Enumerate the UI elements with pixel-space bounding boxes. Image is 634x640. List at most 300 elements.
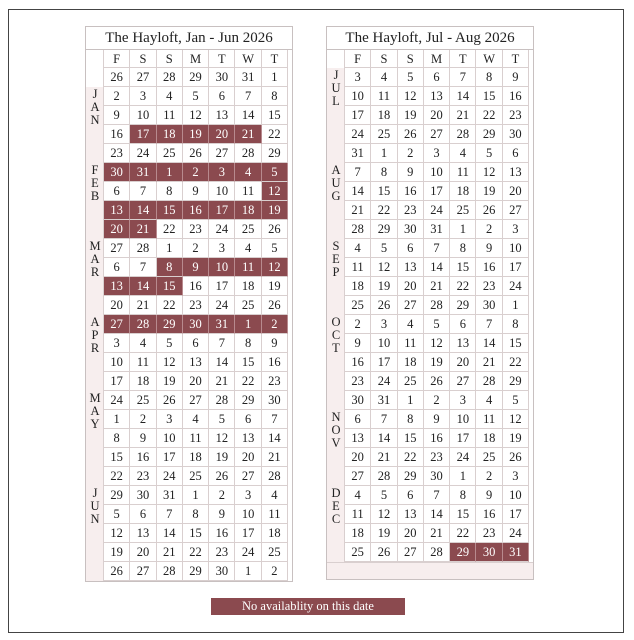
day-cell: 3 [450, 391, 476, 410]
week-row [327, 315, 533, 334]
legend-no-availability: No availablity on this date [211, 598, 405, 615]
day-cell-unavailable: 2 [183, 163, 209, 182]
week-row [86, 106, 292, 125]
day-cell: 20 [450, 353, 476, 372]
day-cell: 11 [345, 505, 371, 524]
day-cell: 18 [345, 277, 371, 296]
week-row [327, 163, 533, 182]
day-cell: 28 [130, 239, 156, 258]
day-cell: 10 [424, 163, 450, 182]
day-cell: 17 [503, 505, 529, 524]
day-cell: 28 [345, 220, 371, 239]
day-cell-unavailable: 14 [130, 277, 156, 296]
month-label-jul: J U L [331, 68, 341, 108]
day-cell-unavailable: 29 [157, 315, 183, 334]
day-cell: 18 [371, 106, 397, 125]
week-row [327, 125, 533, 144]
day-cell: 19 [398, 106, 424, 125]
day-cell: 7 [209, 334, 235, 353]
day-cell: 15 [183, 524, 209, 543]
day-cell-unavailable: 14 [130, 201, 156, 220]
month-column-cell [327, 296, 345, 315]
day-cell: 5 [503, 391, 529, 410]
day-cell: 3 [503, 467, 529, 486]
day-cell: 11 [476, 410, 502, 429]
week-row [327, 68, 533, 87]
day-cell: 12 [476, 163, 502, 182]
day-cell: 8 [157, 182, 183, 201]
day-cell: 22 [235, 372, 261, 391]
day-cell: 25 [371, 125, 397, 144]
day-cell: 6 [450, 315, 476, 334]
day-cell: 27 [450, 372, 476, 391]
day-cell: 23 [503, 106, 529, 125]
day-cell: 4 [345, 486, 371, 505]
week-row [86, 562, 292, 581]
day-cell: 7 [345, 163, 371, 182]
calendar-jul-aug [326, 26, 534, 580]
day-cell: 19 [157, 372, 183, 391]
day-cell: 2 [183, 239, 209, 258]
day-cell: 27 [104, 239, 130, 258]
day-cell: 1 [104, 410, 130, 429]
day-cell: 22 [183, 543, 209, 562]
month-column-cell [86, 448, 104, 467]
day-cell: 24 [503, 277, 529, 296]
day-cell: 1 [398, 391, 424, 410]
day-cell: 2 [345, 315, 371, 334]
month-column-cell [86, 144, 104, 163]
day-cell-unavailable: 17 [209, 201, 235, 220]
month-column-cell [86, 125, 104, 144]
day-cell: 1 [371, 144, 397, 163]
week-row [327, 372, 533, 391]
day-cell: 16 [476, 505, 502, 524]
day-cell-unavailable: 1 [235, 315, 261, 334]
day-cell: 3 [235, 486, 261, 505]
day-cell: 8 [450, 239, 476, 258]
day-cell: 30 [262, 391, 288, 410]
day-cell: 14 [209, 353, 235, 372]
month-label-nov: N O V [331, 410, 341, 450]
day-cell: 30 [345, 391, 371, 410]
day-cell: 21 [450, 106, 476, 125]
day-cell-unavailable: 13 [104, 277, 130, 296]
day-cell: 26 [503, 448, 529, 467]
week-row [327, 467, 533, 486]
week-row [86, 239, 292, 258]
day-cell: 29 [503, 372, 529, 391]
day-cell: 26 [157, 391, 183, 410]
day-cell: 5 [157, 334, 183, 353]
week-row [327, 543, 533, 562]
day-cell: 18 [345, 524, 371, 543]
header-corner [86, 50, 104, 68]
day-cell: 19 [371, 524, 397, 543]
month-column-cell [86, 429, 104, 448]
week-row [327, 353, 533, 372]
day-cell: 7 [450, 68, 476, 87]
week-row [86, 486, 292, 505]
day-cell: 29 [183, 68, 209, 87]
day-cell: 22 [476, 106, 502, 125]
day-cell: 13 [183, 353, 209, 372]
day-cell: 27 [235, 467, 261, 486]
day-cell: 30 [209, 562, 235, 581]
day-cell: 29 [476, 125, 502, 144]
day-cell: 25 [130, 391, 156, 410]
week-row [86, 429, 292, 448]
day-cell: 2 [476, 220, 502, 239]
day-cell: 28 [157, 68, 183, 87]
week-row [327, 524, 533, 543]
day-cell: 22 [104, 467, 130, 486]
day-cell: 14 [345, 182, 371, 201]
week-row [327, 87, 533, 106]
day-cell-unavailable: 4 [235, 163, 261, 182]
day-cell: 3 [503, 220, 529, 239]
day-cell: 23 [476, 524, 502, 543]
day-cell: 20 [398, 277, 424, 296]
day-cell: 7 [130, 182, 156, 201]
week-row [86, 505, 292, 524]
month-column-cell [86, 543, 104, 562]
day-cell: 31 [371, 391, 397, 410]
day-cell: 18 [398, 353, 424, 372]
day-cell: 13 [209, 106, 235, 125]
day-cell-unavailable: 28 [130, 315, 156, 334]
day-cell: 5 [424, 315, 450, 334]
day-cell: 10 [235, 505, 261, 524]
day-cell: 12 [209, 429, 235, 448]
day-cell: 11 [183, 429, 209, 448]
day-cell: 23 [262, 372, 288, 391]
day-cell: 31 [345, 144, 371, 163]
day-cell: 9 [262, 334, 288, 353]
month-label-may: M A Y [89, 391, 101, 431]
day-cell-unavailable: 15 [157, 201, 183, 220]
day-cell: 16 [424, 429, 450, 448]
day-cell: 25 [235, 220, 261, 239]
day-cell: 25 [476, 448, 502, 467]
day-cell: 2 [424, 391, 450, 410]
day-cell: 18 [476, 429, 502, 448]
day-cell: 24 [209, 220, 235, 239]
day-cell: 8 [476, 68, 502, 87]
day-cell: 25 [262, 543, 288, 562]
day-cell: 1 [157, 239, 183, 258]
day-cell-unavailable: 1 [157, 163, 183, 182]
weekday-label: S [157, 50, 183, 68]
calendar-grid [327, 50, 533, 562]
day-cell: 19 [262, 277, 288, 296]
day-cell: 1 [450, 220, 476, 239]
week-row [86, 372, 292, 391]
week-row [86, 182, 292, 201]
weekday-label: T [209, 50, 235, 68]
week-row [86, 448, 292, 467]
weekday-label: W [235, 50, 261, 68]
day-cell-unavailable: 17 [130, 125, 156, 144]
day-cell: 21 [130, 296, 156, 315]
month-column-cell [86, 220, 104, 239]
month-column-cell [86, 201, 104, 220]
day-cell: 10 [345, 87, 371, 106]
day-cell: 26 [183, 144, 209, 163]
day-cell: 14 [424, 505, 450, 524]
day-cell: 15 [503, 334, 529, 353]
day-cell: 23 [183, 220, 209, 239]
day-cell: 1 [262, 68, 288, 87]
week-row [327, 410, 533, 429]
day-cell: 9 [503, 68, 529, 87]
week-row [327, 144, 533, 163]
week-row [327, 239, 533, 258]
week-row [327, 182, 533, 201]
calendar-jan-jun [85, 26, 293, 582]
calendar-title: The Hayloft, Jul - Aug 2026 [327, 27, 533, 50]
day-cell: 22 [450, 524, 476, 543]
month-column-cell [327, 372, 345, 391]
day-cell: 8 [262, 87, 288, 106]
week-row [327, 486, 533, 505]
day-cell: 26 [209, 467, 235, 486]
week-row [327, 220, 533, 239]
day-cell: 27 [398, 543, 424, 562]
day-cell: 19 [104, 543, 130, 562]
month-label-aug: A U G [331, 163, 341, 203]
day-cell: 14 [235, 106, 261, 125]
day-cell: 7 [424, 239, 450, 258]
day-cell: 29 [371, 220, 397, 239]
day-cell: 20 [424, 106, 450, 125]
day-cell-unavailable: 10 [209, 258, 235, 277]
month-column-cell [327, 220, 345, 239]
day-cell: 13 [398, 505, 424, 524]
day-cell: 22 [450, 277, 476, 296]
day-cell: 18 [183, 448, 209, 467]
week-row [86, 220, 292, 239]
day-cell: 30 [503, 125, 529, 144]
week-row [86, 315, 292, 334]
day-cell: 24 [130, 144, 156, 163]
day-cell: 20 [235, 448, 261, 467]
day-cell: 26 [104, 68, 130, 87]
week-row [327, 448, 533, 467]
day-cell-unavailable: 15 [157, 277, 183, 296]
day-cell: 21 [262, 448, 288, 467]
week-row [86, 543, 292, 562]
header-corner [327, 50, 345, 68]
week-row [327, 391, 533, 410]
day-cell: 23 [345, 372, 371, 391]
day-cell: 17 [424, 182, 450, 201]
day-cell: 4 [262, 486, 288, 505]
day-cell-unavailable: 31 [209, 315, 235, 334]
day-cell: 17 [235, 524, 261, 543]
week-row [86, 68, 292, 87]
month-column-cell [86, 372, 104, 391]
day-cell-unavailable: 5 [262, 163, 288, 182]
day-cell: 17 [503, 258, 529, 277]
day-cell: 14 [424, 258, 450, 277]
day-cell: 11 [235, 182, 261, 201]
day-cell: 17 [345, 106, 371, 125]
day-cell: 29 [450, 296, 476, 315]
day-cell-unavailable: 27 [104, 315, 130, 334]
day-cell: 28 [476, 372, 502, 391]
week-row [327, 201, 533, 220]
day-cell: 26 [262, 296, 288, 315]
day-cell: 8 [183, 505, 209, 524]
week-row [327, 296, 533, 315]
day-cell: 5 [476, 144, 502, 163]
day-cell: 9 [104, 106, 130, 125]
day-cell: 19 [371, 277, 397, 296]
day-cell: 25 [345, 543, 371, 562]
month-column-cell [86, 524, 104, 543]
day-cell: 28 [235, 144, 261, 163]
day-cell: 27 [209, 144, 235, 163]
day-cell: 27 [130, 68, 156, 87]
day-cell-unavailable: 8 [157, 258, 183, 277]
day-cell: 4 [235, 239, 261, 258]
day-cell: 2 [130, 410, 156, 429]
day-cell: 10 [209, 182, 235, 201]
month-label-apr: A P R [90, 315, 100, 355]
day-cell: 16 [183, 277, 209, 296]
day-cell: 5 [371, 486, 397, 505]
day-cell: 26 [104, 562, 130, 581]
week-row [86, 201, 292, 220]
day-cell: 3 [371, 315, 397, 334]
day-cell: 13 [450, 334, 476, 353]
day-cell: 29 [104, 486, 130, 505]
day-cell: 15 [476, 87, 502, 106]
day-cell: 19 [424, 353, 450, 372]
day-cell: 15 [262, 106, 288, 125]
day-cell-unavailable: 12 [262, 182, 288, 201]
day-cell: 23 [209, 543, 235, 562]
day-cell: 9 [345, 334, 371, 353]
day-cell-unavailable: 20 [104, 220, 130, 239]
day-cell: 17 [104, 372, 130, 391]
day-cell: 27 [345, 467, 371, 486]
weekday-label: M [424, 50, 450, 68]
day-cell-unavailable: 21 [130, 220, 156, 239]
week-row [86, 277, 292, 296]
day-cell: 6 [424, 68, 450, 87]
day-cell: 17 [157, 448, 183, 467]
day-cell: 6 [398, 239, 424, 258]
day-cell: 14 [157, 524, 183, 543]
day-cell: 28 [424, 296, 450, 315]
month-label-feb: F E B [90, 163, 100, 203]
month-label-jun: J U N [90, 486, 100, 526]
day-cell: 7 [235, 87, 261, 106]
weekday-label: F [104, 50, 130, 68]
day-cell-unavailable: 11 [235, 258, 261, 277]
weekday-label: T [503, 50, 529, 68]
day-cell-unavailable: 30 [476, 543, 502, 562]
day-cell: 15 [450, 258, 476, 277]
day-cell: 21 [371, 448, 397, 467]
month-label-oct: O C T [331, 315, 341, 355]
day-cell: 9 [183, 182, 209, 201]
month-column-cell [327, 277, 345, 296]
day-cell-unavailable: 18 [235, 201, 261, 220]
month-label-sep: S E P [332, 239, 340, 279]
day-cell: 16 [398, 182, 424, 201]
day-cell: 9 [476, 239, 502, 258]
day-cell: 2 [262, 562, 288, 581]
day-cell: 29 [262, 144, 288, 163]
day-cell: 24 [235, 543, 261, 562]
day-cell: 10 [503, 239, 529, 258]
day-cell: 15 [450, 505, 476, 524]
day-cell: 2 [104, 87, 130, 106]
week-row [86, 258, 292, 277]
day-cell: 3 [157, 410, 183, 429]
day-cell: 12 [104, 524, 130, 543]
day-cell-unavailable: 21 [235, 125, 261, 144]
day-cell: 1 [503, 296, 529, 315]
day-cell-unavailable: 19 [262, 201, 288, 220]
day-cell: 6 [104, 258, 130, 277]
day-cell-unavailable: 31 [503, 543, 529, 562]
day-cell: 30 [398, 220, 424, 239]
day-cell: 17 [450, 429, 476, 448]
day-cell: 5 [371, 239, 397, 258]
day-cell: 11 [371, 87, 397, 106]
day-cell-unavailable: 30 [183, 315, 209, 334]
day-cell: 27 [503, 201, 529, 220]
day-cell: 8 [398, 410, 424, 429]
day-cell: 27 [183, 391, 209, 410]
day-cell: 16 [130, 448, 156, 467]
day-cell: 27 [130, 562, 156, 581]
day-cell: 13 [130, 524, 156, 543]
day-cell: 19 [503, 429, 529, 448]
day-cell: 24 [104, 391, 130, 410]
day-cell: 23 [130, 467, 156, 486]
day-cell: 16 [262, 353, 288, 372]
day-cell: 25 [398, 372, 424, 391]
weekday-header [86, 50, 292, 68]
day-cell: 13 [345, 429, 371, 448]
day-cell: 28 [450, 125, 476, 144]
day-cell: 21 [157, 543, 183, 562]
day-cell: 10 [450, 410, 476, 429]
day-cell: 7 [157, 505, 183, 524]
month-column-cell [86, 277, 104, 296]
day-cell: 9 [130, 429, 156, 448]
month-column-cell [86, 353, 104, 372]
day-cell: 11 [262, 505, 288, 524]
day-cell: 30 [130, 486, 156, 505]
day-cell: 5 [262, 239, 288, 258]
day-cell: 11 [398, 334, 424, 353]
week-row [86, 391, 292, 410]
day-cell: 4 [476, 391, 502, 410]
day-cell: 31 [424, 220, 450, 239]
day-cell: 20 [183, 372, 209, 391]
day-cell: 2 [398, 144, 424, 163]
day-cell: 5 [209, 410, 235, 429]
month-column-cell [327, 467, 345, 486]
week-row [327, 334, 533, 353]
day-cell-unavailable: 3 [209, 163, 235, 182]
